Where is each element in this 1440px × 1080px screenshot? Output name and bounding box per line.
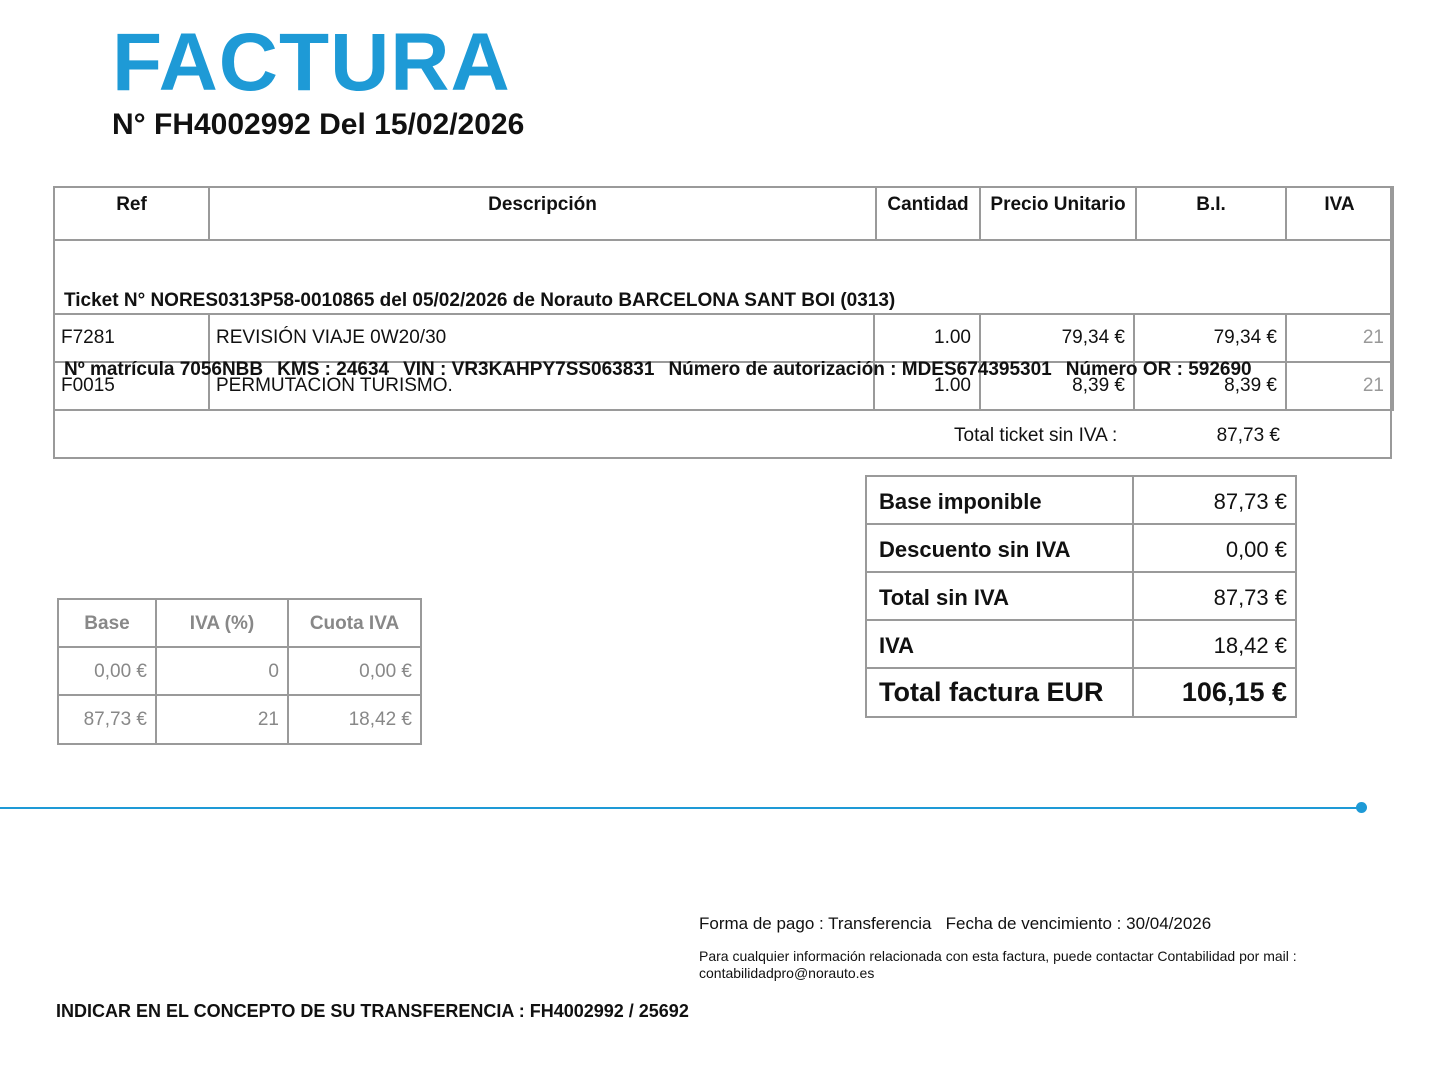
- vat-base: 87,73 €: [57, 694, 157, 745]
- total-factura-label: Total factura EUR: [865, 667, 1134, 718]
- col-header-cantidad: Cantidad: [875, 186, 981, 241]
- total-ticket-label: Total ticket sin IVA :: [954, 425, 1118, 446]
- col-header-bi: B.I.: [1135, 186, 1287, 241]
- summary-value: 18,42 €: [1132, 619, 1297, 669]
- vin: VIN : VR3KAHPY7SS063831: [403, 359, 655, 380]
- vat-col-cuota: Cuota IVA: [287, 598, 422, 648]
- col-header-precio-unitario: Precio Unitario: [979, 186, 1137, 241]
- row-ref: F7281: [53, 313, 210, 363]
- invoice-title: FACTURA: [112, 17, 511, 108]
- vat-cuota: 0,00 €: [287, 646, 422, 696]
- matricula: Nº matrícula 7056NBB: [64, 359, 264, 380]
- row-description: REVISIÓN VIAJE 0W20/30: [208, 313, 875, 363]
- summary-value: 87,73 €: [1132, 571, 1297, 621]
- autorizacion: Número de autorización : MDES674395301: [668, 359, 1052, 380]
- vat-col-pct: IVA (%): [155, 598, 289, 648]
- row-iva: 21: [1285, 361, 1394, 411]
- row-unit-price: 79,34 €: [979, 313, 1135, 363]
- vat-pct: 21: [155, 694, 289, 745]
- row-quantity: 1.00: [873, 361, 981, 411]
- row-quantity: 1.00: [873, 313, 981, 363]
- summary-label: Base imponible: [865, 475, 1134, 525]
- payment-info: Forma de pago : Transferencia Fecha de vencimiento : 30/04/2026: [699, 914, 1212, 933]
- col-header-iva: IVA: [1285, 186, 1394, 241]
- ticket-line-1: Ticket N° NORES0313P58-0010865 del 05/02/2026 de Norauto BARCELONA SANT BOI (0313): [64, 290, 896, 311]
- ticket-info: [64, 243, 1266, 404]
- row-ref: F0015: [53, 361, 210, 411]
- numero-or: Número OR : 592690: [1065, 359, 1252, 380]
- total-factura-value: 106,15 €: [1132, 667, 1297, 718]
- transfer-concept: INDICAR EN EL CONCEPTO DE SU TRANSFERENCIA : FH4002992 / 25692: [56, 1001, 689, 1021]
- vat-base: 0,00 €: [57, 646, 157, 696]
- vat-pct: 0: [155, 646, 289, 696]
- vat-cuota: 18,42 €: [287, 694, 422, 745]
- summary-label: Descuento sin IVA: [865, 523, 1134, 573]
- divider-line: [0, 807, 1362, 809]
- summary-value: 87,73 €: [1132, 475, 1297, 525]
- summary-label: IVA: [865, 619, 1134, 669]
- divider-end-dot: [1356, 802, 1367, 813]
- total-ticket-value: 87,73 €: [1216, 425, 1280, 446]
- contact-info: Para cualquier información relacionada con esta factura, puede contactar Contabilidad por mail : contabilidadpro@norauto.es: [699, 948, 1297, 981]
- row-description: PERMUTACION TURISMO.: [208, 361, 875, 411]
- ticket-line-2: [64, 358, 1266, 381]
- row-iva: 21: [1285, 313, 1394, 363]
- kms: KMS : 24634: [277, 359, 390, 380]
- row-unit-price: 8,39 €: [979, 361, 1135, 411]
- col-header-ref: Ref: [53, 186, 210, 241]
- col-header-descripcion: Descripción: [208, 186, 877, 241]
- summary-value: 0,00 €: [1132, 523, 1297, 573]
- vat-col-base: Base: [57, 598, 157, 648]
- row-bi: 8,39 €: [1133, 361, 1287, 411]
- summary-label: Total sin IVA: [865, 571, 1134, 621]
- row-bi: 79,34 €: [1133, 313, 1287, 363]
- invoice-number-date: N° FH4002992 Del 15/02/2026: [112, 108, 525, 141]
